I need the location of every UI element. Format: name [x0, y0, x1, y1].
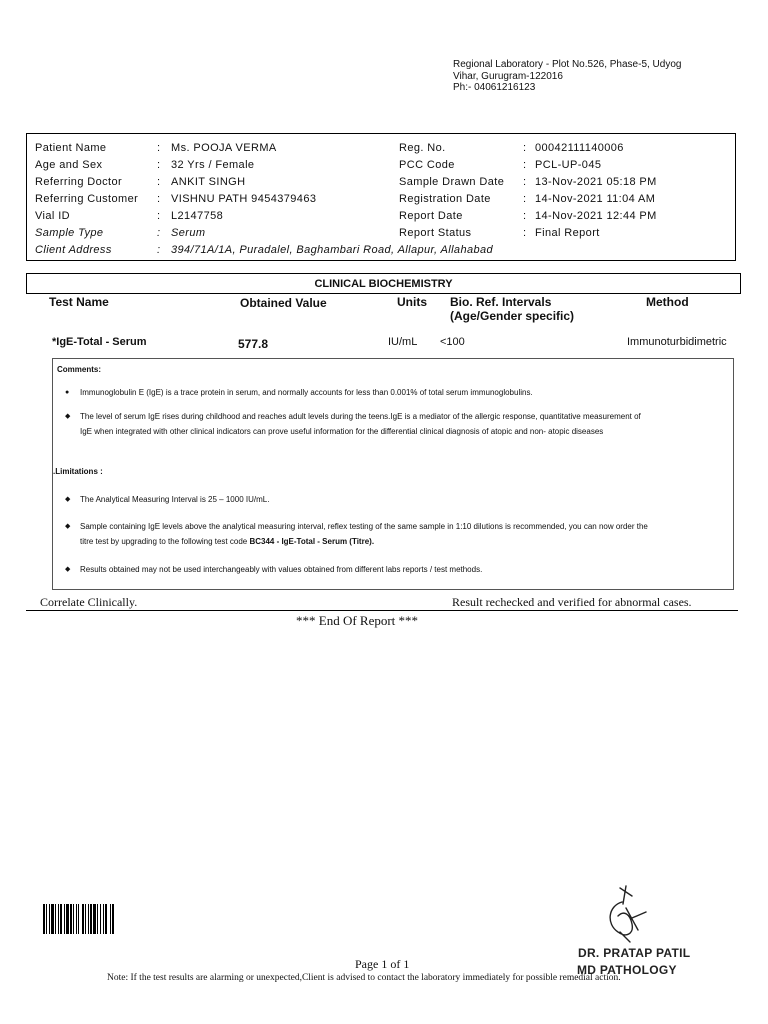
pcc-code-value: PCL-UP-045	[535, 159, 602, 171]
separator: :	[523, 210, 527, 222]
referring-customer-value: VISHNU PATH 9454379463	[171, 193, 317, 205]
age-sex-value: 32 Yrs / Female	[171, 159, 255, 171]
result-test-name: *IgE-Total - Serum	[52, 336, 147, 348]
limitation-2-line2	[80, 534, 374, 549]
diamond-bullet-icon: ◆	[65, 413, 71, 420]
age-sex-label: Age and Sex	[35, 159, 103, 171]
header-method: Method	[646, 295, 689, 309]
limitation-2-test-code: BC344 - IgE-Total - Serum (Titre).	[249, 537, 375, 546]
sample-type-label: Sample Type	[35, 227, 104, 239]
result-units: IU/mL	[388, 336, 418, 348]
registration-date-value: 14-Nov-2021 11:04 AM	[535, 193, 656, 205]
signatory-name: DR. PRATAP PATIL	[578, 946, 691, 960]
limitations-heading: .Limitations :	[53, 467, 103, 476]
report-status-value: Final Report	[535, 227, 600, 239]
vial-id-label: Vial ID	[35, 210, 70, 222]
report-date-label: Report Date	[399, 210, 463, 222]
footer-note: Note: If the test results are alarming or unexpected,Client is advised to contact the laboratory immediately for possible remedial action.	[107, 973, 621, 983]
vial-id-value: L2147758	[171, 210, 224, 222]
referring-doctor-value: ANKIT SINGH	[171, 176, 246, 188]
header-units: Units	[397, 295, 427, 309]
limitation-1: The Analytical Measuring Interval is 25 – 1000 IU/mL.	[80, 495, 270, 504]
separator: :	[523, 227, 527, 239]
lab-address-line2: Vihar, Gurugram-122016	[453, 70, 563, 82]
separator: :	[157, 244, 161, 256]
signature-scribble-icon	[596, 882, 660, 944]
separator: :	[523, 193, 527, 205]
separator: :	[523, 176, 527, 188]
patient-name-value: Ms. POOJA VERMA	[171, 142, 277, 154]
comment-bullet-1: Immunoglobulin E (IgE) is a trace protein in serum, and normally accounts for less than 0.001% of total serum immunoglobulins.	[80, 388, 533, 397]
comment-bullet-2-line2: IgE when integrated with other clinical indicators can prove useful information for the differential clinical diagnosis of atopic and non- atopic diseases	[80, 427, 604, 436]
sample-drawn-date-label: Sample Drawn Date	[399, 176, 505, 188]
referring-customer-label: Referring Customer	[35, 193, 139, 205]
limitation-3: Results obtained may not be used interchangeably with values obtained from different labs reports / test methods.	[80, 565, 483, 574]
result-value: 577.8	[238, 337, 269, 351]
reg-no-value: 00042111140006	[535, 142, 624, 154]
end-of-report: *** End Of Report ***	[296, 613, 419, 628]
lab-address-line1: Regional Laboratory - Plot No.526, Phase-5, Udyog	[453, 59, 682, 70]
separator: :	[157, 176, 161, 188]
limitation-2-line1: Sample containing IgE levels above the analytical measuring interval, reflex testing of the same sample in 1:10 dilutions is recommended, you can now order the	[80, 522, 648, 531]
result-ref-interval: <100	[440, 336, 465, 348]
report-date-value: 14-Nov-2021 12:44 PM	[535, 210, 657, 222]
comment-bullet-2-line1: The level of serum IgE rises during childhood and reaches adult levels during the teens.IgE is a mediator of the allergic response, quantitative measurement of	[80, 412, 641, 421]
result-rechecked: Result rechecked and verified for abnormal cases.	[452, 595, 692, 609]
barcode-icon	[43, 904, 136, 934]
registration-date-label: Registration Date	[399, 193, 491, 205]
sample-type-value: Serum	[171, 227, 206, 239]
lab-phone: Ph:- 04061216123	[453, 82, 536, 93]
diamond-bullet-icon: ◆	[65, 496, 71, 503]
result-method: Immunoturbidimetric	[627, 336, 727, 348]
diamond-bullet-icon: ●	[65, 389, 70, 396]
separator: :	[523, 159, 527, 171]
patient-info-box	[26, 133, 736, 261]
pcc-code-label: PCC Code	[399, 159, 455, 171]
separator: :	[523, 142, 527, 154]
header-ref-interval-line2: (Age/Gender specific)	[450, 309, 575, 323]
section-title: CLINICAL BIOCHEMISTRY	[26, 273, 741, 294]
separator: :	[157, 159, 161, 171]
lab-header	[453, 59, 743, 94]
client-address-value: 394/71A/1A, Puradalel, Baghambari Road, Allapur, Allahabad	[171, 244, 494, 256]
report-status-label: Report Status	[399, 227, 472, 239]
footer-divider	[26, 610, 738, 611]
separator: :	[157, 142, 161, 154]
limitation-2-prefix: titre test by upgrading to the following test code	[80, 537, 250, 546]
sample-drawn-date-value: 13-Nov-2021 05:18 PM	[535, 176, 657, 188]
separator: :	[157, 210, 161, 222]
patient-name-label: Patient Name	[35, 142, 107, 154]
separator: :	[157, 227, 161, 239]
correlate-clinically: Correlate Clinically.	[40, 595, 138, 609]
header-ref-interval-line1: Bio. Ref. Intervals	[450, 295, 552, 309]
reg-no-label: Reg. No.	[399, 142, 446, 154]
comments-box	[52, 358, 734, 590]
diamond-bullet-icon: ◆	[65, 566, 71, 573]
referring-doctor-label: Referring Doctor	[35, 176, 123, 188]
header-obtained-value: Obtained Value	[240, 296, 327, 310]
separator: :	[157, 193, 161, 205]
signatory-qualification: MD PATHOLOGY	[577, 963, 677, 977]
comments-heading: Comments:	[57, 365, 102, 374]
client-address-label: Client Address	[35, 244, 112, 256]
header-test-name: Test Name	[49, 295, 109, 309]
diamond-bullet-icon: ◆	[65, 523, 71, 530]
page-number: Page 1 of 1	[355, 957, 410, 971]
